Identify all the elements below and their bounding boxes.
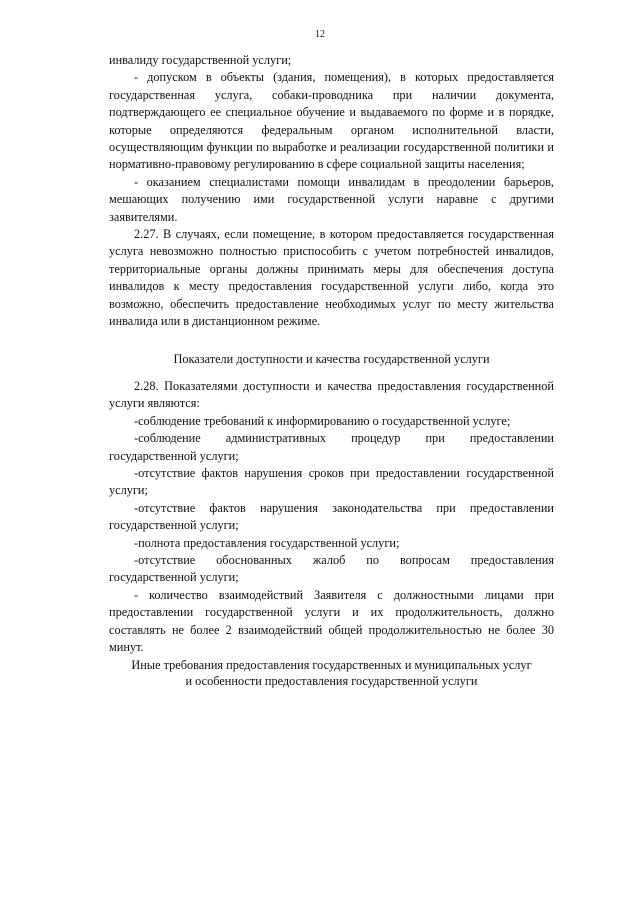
text-block-quality-indicators	[109, 378, 554, 657]
list-item: -отсутствие фактов нарушения сроков при предоставлении государственной услуги;	[109, 466, 554, 498]
heading-line: и особенности предоставления государственной услуги	[185, 674, 478, 688]
paragraph: 2.28. Показателями доступности и качества предоставления государственной услуги являются:	[109, 379, 554, 411]
list-item: -соблюдение административных процедур при предоставлении государственной услуги;	[109, 431, 554, 463]
heading-line: Показатели доступности и качества государственной услуги	[173, 352, 490, 366]
list-item: -отсутствие обоснованных жалоб по вопросам предоставления государственной услуги;	[109, 553, 554, 585]
page-number: 12	[315, 29, 325, 40]
heading-line: Иные требования предоставления государственных и муниципальных услуг	[131, 658, 532, 672]
paragraph: - оказанием специалистами помощи инвалидам в преодолении барьеров, мешающих получению ими государственной услуги наравне с другими заявителями.	[109, 174, 554, 224]
text-block-accessibility	[109, 52, 554, 331]
paragraph: - допуском в объекты (здания, помещения), в которых предоставляется государственная услуга, собаки-проводника при наличии документа, подтверждающего ее специальное обучение и выдаваемого по форме и в порядке, которые определяются федеральным органом исполнительной власти, осуществляющим функции по выработке и реализации государственной политики и нормативно-правовому регулированию в сфере социальной защиты населения;	[109, 70, 554, 172]
section-heading-quality	[109, 351, 554, 368]
list-item: -полнота предоставления государственной услуги;	[134, 535, 400, 550]
list-item: -отсутствие фактов нарушения законодательства при предоставлении государственной услуги;	[109, 500, 554, 533]
paragraph: инвалиду государственной услуги;	[109, 53, 292, 67]
list-item: -соблюдение требований к информированию о государственной услуге;	[134, 413, 511, 428]
list-item: - количество взаимодействий Заявителя с должностными лицами при предоставлении государственной услуги и их продолжительность, должно составлять не более 2 взаимодействий общей продолжительностью не более 30 минут.	[109, 587, 554, 655]
section-heading-other-requirements	[109, 657, 554, 689]
paragraph: 2.27. В случаях, если помещение, в котором предоставляется государственная услуга невозможно полностью приспособить с учетом потребностей инвалидов, территориальные органы должны принимать меры для обеспечения доступа инвалидов к месту предоставления государственной услуги либо, когда это возможно, обеспечить предоставление необходимых услуг по месту жительства инвалида или в дистанционном режиме.	[109, 227, 554, 329]
